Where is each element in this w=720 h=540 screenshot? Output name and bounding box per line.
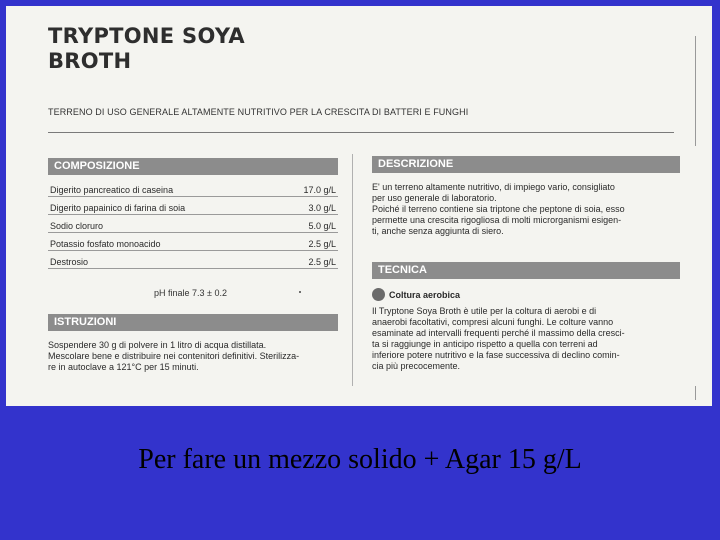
tecnica-line: anaerobi facoltativi, compresi alcuni funghi. Le colture vanno (372, 317, 614, 327)
tecnica-heading: TECNICA (372, 262, 680, 279)
ingredient-value: 3.0 g/L (308, 203, 336, 213)
ingredient-name: Potassio fosfato monoacido (50, 239, 161, 249)
scanned-datasheet (6, 6, 712, 406)
composition-table (48, 179, 338, 269)
slide-caption: Per fare un mezzo solido + Agar 15 g/L (138, 444, 582, 475)
bullet-dot-icon (372, 288, 385, 301)
tecnica-line: ta si raggiunge in anticipo rispetto a quella con terreni ad (372, 339, 598, 349)
istruzioni-line: Mescolare bene e distribuire nei contenitori definitivi. Sterilizza- (48, 351, 300, 361)
header-divider (48, 132, 674, 133)
final-ph: pH finale 7.3 ± 0.2 (154, 288, 227, 298)
istruzioni-text (48, 340, 299, 373)
descrizione-line: permette una crescita rigogliosa di molti microrganismi esigen- (372, 215, 622, 225)
ingredient-name: Digerito pancreatico di caseina (50, 185, 174, 195)
descrizione-line: E' un terreno altamente nutritivo, di impiego vario, consigliato (372, 182, 615, 192)
coltura-aerobica-label: Coltura aerobica (389, 289, 461, 300)
column-divider (352, 154, 353, 386)
coltura-aerobica-heading (372, 288, 460, 301)
table-row (48, 233, 338, 251)
tecnica-line: esaminate ad intervalli frequenti perché il massimo della cresci- (372, 328, 625, 338)
table-row (48, 179, 338, 197)
ingredient-value: 2.5 g/L (308, 257, 336, 267)
istruzioni-heading: ISTRUZIONI (48, 314, 338, 331)
ingredient-value: 17.0 g/L (303, 185, 336, 195)
tecnica-line: cia più precocemente. (372, 361, 461, 371)
descrizione-heading: DESCRIZIONE (372, 156, 680, 173)
tecnica-line: Il Tryptone Soya Broth è utile per la coltura di aerobi e di (372, 306, 597, 316)
descrizione-line: per uso generale di laboratorio. (372, 193, 497, 203)
title-line-1: TRYPTONE SOYA (48, 24, 245, 48)
tecnica-line: inferiore potere nutritivo e la fase successiva di declino comin- (372, 350, 620, 360)
title-line-2: BROTH (48, 49, 132, 73)
ingredient-value: 2.5 g/L (308, 239, 336, 249)
table-row (48, 251, 338, 269)
ingredient-name: Destrosio (50, 257, 89, 267)
ingredient-name: Digerito papainico di farina di soia (50, 203, 186, 213)
scan-edge-mark (695, 36, 696, 146)
istruzioni-line: Sospendere 30 g di polvere in 1 litro di acqua distillata. (48, 340, 267, 350)
istruzioni-line: re in autoclave a 121°C per 15 minuti. (48, 362, 199, 372)
tecnica-text (372, 306, 625, 372)
descrizione-text (372, 182, 625, 237)
print-speck (299, 291, 301, 293)
product-title (48, 24, 245, 74)
table-row (48, 215, 338, 233)
ingredient-name: Sodio cloruro (50, 221, 104, 231)
table-row (48, 197, 338, 215)
composizione-heading: COMPOSIZIONE (48, 158, 338, 175)
scan-edge-mark (695, 386, 696, 400)
ingredient-value: 5.0 g/L (308, 221, 336, 231)
descrizione-line: ti, anche senza aggiunta di siero. (372, 226, 504, 236)
descrizione-line: Poiché il terreno contiene sia triptone che peptone di soia, esso (372, 204, 625, 214)
product-subtitle: TERRENO DI USO GENERALE ALTAMENTE NUTRITIVO PER LA CRESCITA DI BATTERI E FUNGHI (48, 107, 469, 117)
